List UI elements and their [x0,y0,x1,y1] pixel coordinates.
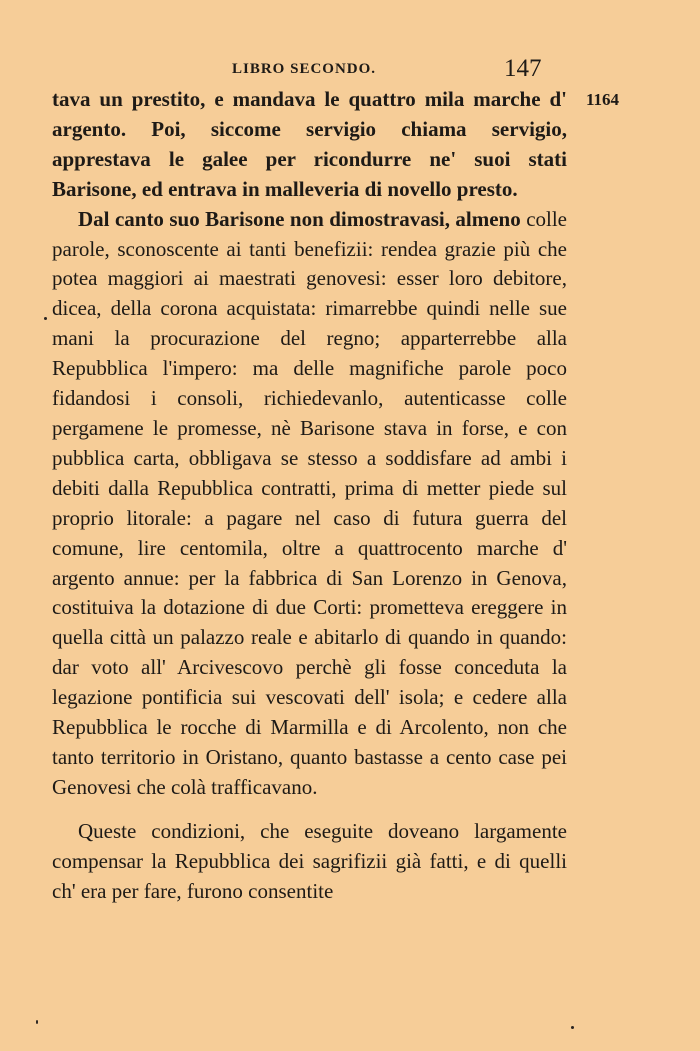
paragraph-2-body: colle parole, sconoscente ai tanti benefizii: rendea grazie più che potea maggiori ai maestrati genovesi: esser loro debitore, dicea, della corona acquistata: rimarrebbe quindi nelle sue mani la procurazione del regno; apparterrebbe alla Repubblica l'impero: ma delle magnifiche parole poco fidandosi i consoli, richiedevanlo, autenticasse colle pergamene le promesse, nè Barisone stava in forse, e con pubblica carta, obbligava se stesso a soddisfare ad ambi i debiti dalla Repubblica contratti, prima di metter piede sul proprio litorale: a pagare nel caso di futura guerra del comune, lire centomila, oltre a quattrocento marche d' argento annue: per la fabbrica di San Lorenzo in Genova, costituiva la dotazione di due Corti: prometteva ereggere in quella città un palazzo reale e abitarlo di quando in quando: dar voto all' Arcivescovo perchè gli fosse conceduta la legazione pontificia sui vescovati dell' isola; e cedere alla Repubblica le rocche di Marmilla e di Arcolento, non che tanto territorio in Oristano, quanto bastasse a cento case pei Genovesi che colà trafficavano. [52,206,567,799]
page-speck [44,317,47,320]
page-speck [36,1020,38,1024]
paragraph-3: Queste condizioni, che eseguite doveano largamente compensar la Repubblica dei sagrifizii già fatti, e di quelli ch' era per fare, furono consentite [52,818,567,903]
body-text [52,85,567,906]
running-head: LIBRO SECONDO. [232,61,377,77]
margin-year-note: 1164 [586,90,620,109]
page-header [0,57,700,87]
paragraph-1: tava un prestito, e mandava le quattro mila marche d' argento. Poi, siccome servigio chiama servigio, apprestava le galee per ricondurre ne' suoi stati Barisone, ed entrava in malleveria di novello presto. [52,87,567,201]
page-speck [571,1026,574,1029]
paragraph-2-lead: Dal canto suo Barisone non dimostravasi, almeno [78,206,521,231]
page-number: 147 [504,55,542,82]
paragraph-2 [52,205,567,803]
